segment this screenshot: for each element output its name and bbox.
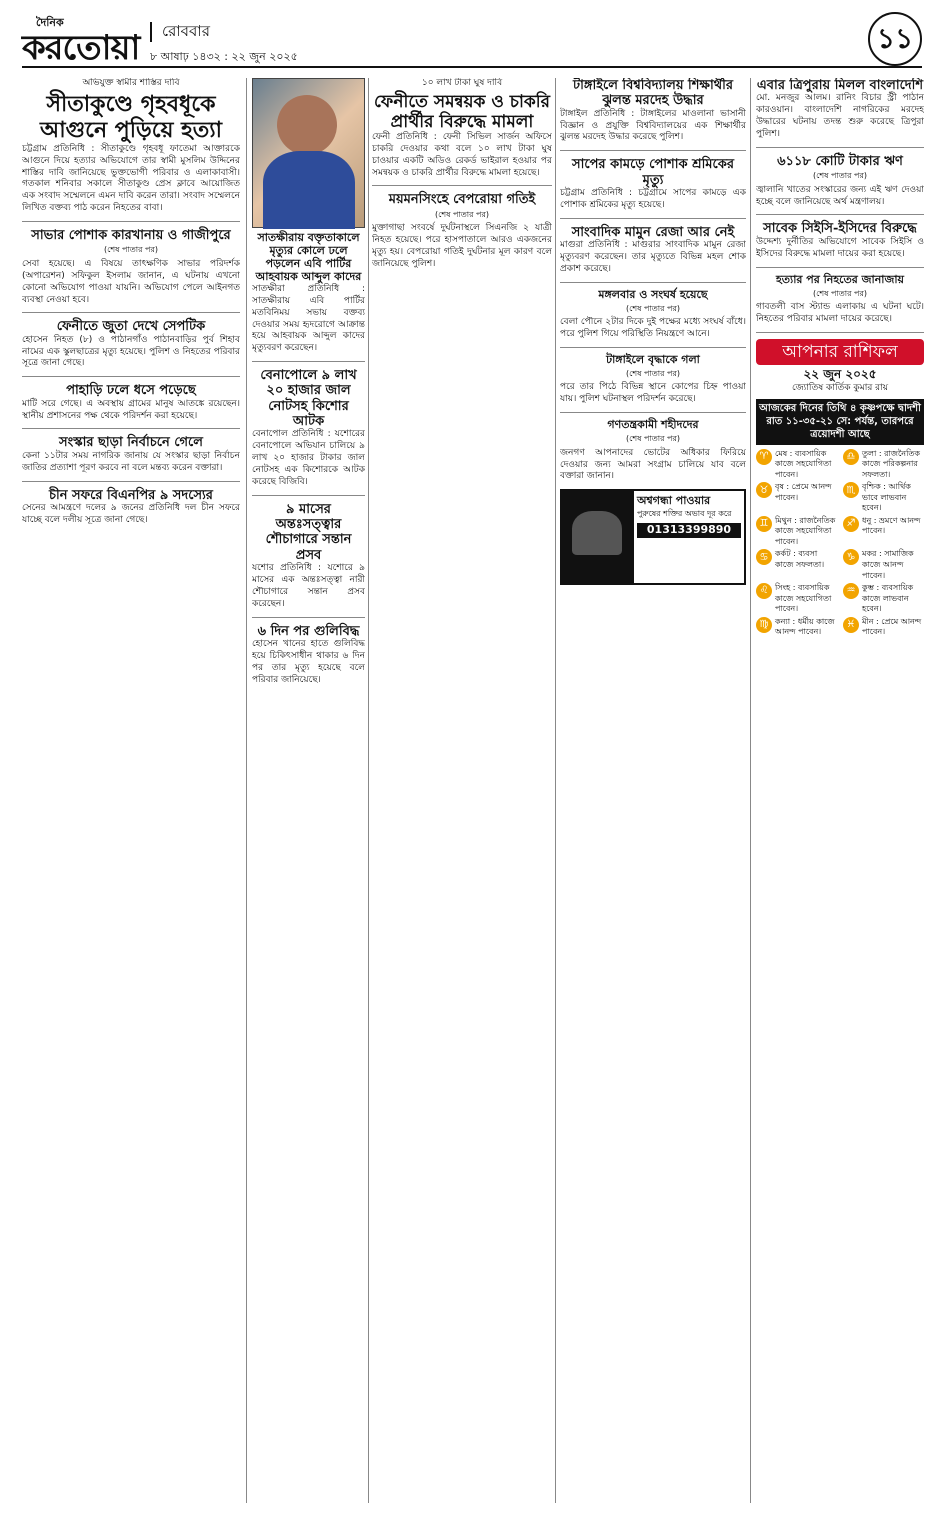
- zodiac-sign-item: [843, 617, 924, 638]
- zodiac-text: বৃশ্চিক : আর্থিক ভাবে লাভবান হবেন।: [862, 482, 911, 513]
- article-headline: সাভার পোশাক কারখানায় ও গাজীপুরে: [31, 228, 231, 244]
- horse-icon: [562, 491, 634, 583]
- zodiac-sign-item: [756, 549, 837, 581]
- weekday: রোববার: [150, 22, 210, 42]
- article-body: টাঙ্গাইল প্রতিনিধি : টাঙ্গাইলের মাওলানা ভাসানী বিজ্ঞান ও প্রযুক্তি বিশ্ববিদ্যালয়ের এক শিক্ষার্থীর ঝুলন্ত মরদেহ উদ্ধার করেছে পুলিশ।: [560, 108, 746, 143]
- zodiac-sign-list: [756, 449, 924, 638]
- zodiac-text: কন্যা : ধর্মীয় কাজে আনন্দ পাবেন।: [775, 616, 835, 637]
- article-body: জ্বালানি খাতের সংস্কারের জন্য এই ঋণ দেওয়া হচ্ছে বলে জানিয়েছে অর্থ মন্ত্রণালয়।: [756, 184, 924, 207]
- masthead: [22, 10, 922, 68]
- article-headline: সাবেক সিইসি-ইসিদের বিরুদ্ধে: [763, 221, 917, 237]
- article-body: মো. মনজুর আলম। রানিং বিচার স্ট্রী পাঠান কারওয়ান। বাংলাদেশি নাগরিকের মরদেহ উদ্ধারের ঘটনায় তদন্ত শুরু করেছে ত্রিপুরা পুলিশ।: [756, 93, 924, 139]
- zodiac-icon: ♉: [756, 482, 772, 498]
- zodiac-text: ধনু : ভ্রমণে আনন্দ পাবেন।: [862, 515, 921, 536]
- zodiac-sign-item: [843, 449, 924, 481]
- article-headline: টাঙ্গাইলে বিশ্ববিদ্যালয় শিক্ষার্থীর ঝুলন্ত মরদেহ উদ্ধার: [572, 78, 733, 109]
- issue-date: ৮ আষাঢ় ১৪৩২ : ২২ জুন ২০২৫: [150, 50, 298, 63]
- zodiac-icon: ♐: [843, 516, 859, 532]
- logo-title: করতোয়া: [22, 28, 140, 68]
- article-headline: পাহাড়ি ঢলে ধসে পড়েছে: [66, 383, 196, 399]
- article-headline: হত্যার পর নিহতের জানাজায়: [776, 272, 904, 286]
- ad-brand: অশ্বগন্ধা পাওয়ার: [637, 494, 711, 508]
- logo-prefix: দৈনিক: [36, 16, 64, 29]
- article-body: জনগণ আপনাদের ভোটের অধিকার ফিরিয়ে দেওয়ার জন্য আমরা সংগ্রাম চালিয়ে যাব বলে বক্তারা জানান।: [560, 447, 746, 482]
- article-body: চট্টগ্রাম প্রতিনিধি : চট্টগ্রামে সাপের কামড়ে এক পোশাক শ্রমিকের মৃত্যু হয়েছে।: [560, 187, 746, 210]
- article-body: পরে তার পিঠে বিভিন্ন স্থানে কোপের চিহ্ন পাওয়া যায়। পুলিশ ঘটনাস্থল পরিদর্শন করেছে।: [560, 382, 746, 405]
- zodiac-icon: ♊: [756, 516, 772, 532]
- article-headline: টাঙ্গাইলে বৃদ্ধাকে গলা: [606, 352, 700, 366]
- column-3: [372, 78, 552, 1503]
- zodiac-text: বৃষ : প্রেমে আনন্দ পাবেন।: [775, 482, 832, 502]
- continued-label: (শেষ পাতার পর): [625, 303, 681, 313]
- advertisement: [560, 489, 746, 585]
- zodiac-icon: ♒: [843, 583, 859, 599]
- zodiac-text: মিথুন : রাজনৈতিক কাজে সহযোগিতা পাবেন।: [775, 515, 836, 546]
- article-body: চট্টগ্রাম প্রতিনিধি : সীতাকুণ্ডে গৃহবধূ ফাতেমা আক্তারকে আগুনে দিয়ে হত্যার অভিযোগে তার স্বামী মুসলিম উদ্দিনের শাস্তির দাবি জানিয়েছে ভুক্তভোগী পরিবার ও এলাকাবাসী। গতকাল শনিবার সকালে সীতাকুণ্ড প্রেস ক্লাবে আয়োজিত এক সংবাদ সম্মেলনে এমন দাবি করেন তারা। সংবাদ সম্মেলনে লিখিত বক্তব্য পাঠ করেন নিহতের বাবা।: [22, 143, 240, 214]
- ad-tagline: পুরুষের শক্তির অভাব দূর করে: [637, 508, 732, 518]
- article-body: বেলা পৌনে ২টার দিকে দুই পক্ষের মধ্যে সংঘর্ষ বাঁধে। পরে পুলিশ গিয়ে পরিস্থিতি নিয়ন্ত্রণে আনে।: [560, 317, 746, 340]
- zodiac-icon: ♍: [756, 617, 772, 633]
- zodiac-icon: ♈: [756, 449, 772, 465]
- zodiac-text: কুম্ভ : ব্যবসায়িক কাজে লাভবান হবেন।: [862, 583, 914, 614]
- article-headline: সাপের কামড়ে পোশাক শ্রমিকের মৃত্যু: [571, 157, 734, 188]
- article-body: সাতক্ষীরা প্রতিনিধি : সাতক্ষীরায় এবি পার্টির মতবিনিময় সভায় বক্তব্য দেওয়ার সময় হৃদরোগে আক্রান্ত হয়ে আহবায়ক আব্দুল কাদের মৃত্যুবরণ করেছেন।: [252, 283, 365, 354]
- page-number-badge: ১১: [868, 12, 922, 66]
- continued-label: (শেষ পাতার পর): [434, 209, 490, 219]
- ad-phone: 01313399890: [637, 523, 741, 538]
- article-body: মাগুরা প্রতিনিধি : মাগুরার সাংবাদিক মামুন রেজা মৃত্যুবরণ করেছেন। তার মৃত্যুতে বিভিন্ন মহল শোক প্রকাশ করেছে।: [560, 240, 746, 274]
- column-divider: [246, 78, 247, 1503]
- article-headline: চীন সফরে বিএনপির ৯ সদস্যের: [49, 487, 213, 503]
- zodiac-sign-item: [843, 549, 924, 581]
- zodiac-text: মীন : প্রেমে আনন্দ পাবেন।: [862, 616, 922, 637]
- zodiac-sign-item: [843, 482, 924, 514]
- zodiac-text: মেষ : ব্যবসায়িক কাজে সহযোগিতা পাবেন।: [775, 448, 832, 479]
- article-headline: ফেনীতে সমন্বয়ক ও চাকরি প্রার্থীর বিরুদ্ধে মামলা: [374, 91, 550, 132]
- continued-label: (শেষ পাতার পর): [812, 171, 868, 181]
- article-body: যশোর প্রতিনিধি : যশোরে ৯ মাসের এক অন্তঃসত্ত্বা নারী শৌচাগারে সন্তান প্রসব করেছেন।: [252, 563, 365, 609]
- zodiac-icon: ♓: [843, 617, 859, 633]
- zodiac-icon: ♎: [843, 449, 859, 465]
- article-headline: ময়মনসিংহে বেপরোয়া গতিই: [388, 192, 536, 208]
- article-headline: গণতন্ত্রকামী শহীদদের: [607, 418, 699, 432]
- zodiac-sign-item: [756, 617, 837, 638]
- zodiac-text: সিংহ : ব্যবসায়িক কাজে সহযোগিতা পাবেন।: [775, 583, 832, 614]
- column-divider: [555, 78, 556, 1503]
- column-1: [22, 78, 240, 1503]
- zodiac-sign-item: [843, 583, 924, 615]
- article-headline: আহবায়ক আব্দুল কাদের: [255, 269, 362, 283]
- article-headline: ৯ মাসের অন্তঃসত্ত্বার শৌচাগারে সন্তান প্রসব: [265, 501, 352, 563]
- article-body: মুক্তাগাছা সংবর্ষে দুর্ঘটনাস্থলে সিএনজি ২ যাত্রী নিহত হয়েছে। পরে হাসপাতালে আরও একজনের মৃত্যু হয়। বেপরোয়া গতিই দুর্ঘটনার মূল কারণ বলে জানিয়েছে পুলিশ।: [372, 223, 552, 269]
- article-kicker: ১০ লাখ টাকা ঘুষ দাবি: [421, 78, 503, 88]
- column-2: [252, 78, 365, 1503]
- zodiac-sign-item: [756, 583, 837, 615]
- article-body: হোসেন খানের হাতে গুলিবিদ্ধ হয়ে চিকিৎসাধীন থাকার ৬ দিন পর তার মৃত্যু হয়েছে বলে পরিবার জানিয়েছে।: [252, 638, 365, 685]
- horoscope-date: ২২ জুন ২০২৫: [803, 367, 877, 382]
- article-body: সেনের আমন্ত্রণে দলের ৯ জনের প্রতিনিধি দল চীন সফরে যাচ্ছে বলে দলীয় সূত্রে জানা গেছে।: [22, 502, 240, 525]
- article-kicker: অভিযুক্ত স্বামীর শাস্তির দাবি: [82, 78, 180, 88]
- zodiac-icon: ♌: [756, 583, 772, 599]
- article-headline: ৬ দিন পর গুলিবিদ্ধ: [257, 623, 360, 639]
- zodiac-text: মকর : সামাজিক কাজে আনন্দ পাবেন।: [862, 549, 914, 580]
- column-divider: [368, 78, 369, 1503]
- news-photo: [252, 78, 365, 228]
- article-body: গাবতলী বাস স্ট্যান্ড এলাকায় এ ঘটনা ঘটে। নিহতের পরিবার মামলা দায়ের করেছে।: [756, 302, 924, 324]
- continued-label: (শেষ পাতার পর): [625, 368, 681, 378]
- continued-label: (শেষ পাতার পর): [103, 245, 159, 255]
- article-body: সেবা হয়েছে। এ বিষয়ে তাৎক্ষণিক সাভার পরিদর্শক (অপারেশন) সফিকুল ইসলাম জানান, এ ঘটনায় এখনো কোনো অভিযোগ পাওয়া যায়নি। অভিযোগ পেলে আইনগত ব্যবস্থা নেওয়া হবে।: [22, 258, 240, 305]
- horoscope-title: আপনার রাশিফল: [756, 339, 924, 365]
- article-headline: এবার ত্রিপুরায় মিলল বাংলাদেশি: [756, 78, 924, 93]
- zodiac-sign-item: [756, 449, 837, 481]
- photo-caption-headline: সাতক্ষীরায় বক্তৃতাকালে মৃত্যুর কোলে ঢলে পড়লেন এবি পার্টির: [257, 231, 360, 270]
- zodiac-icon: ♏: [843, 482, 859, 498]
- column-5: [756, 78, 924, 1503]
- zodiac-text: কর্কট : ব্যবসা কাজে সফলতা।: [775, 549, 825, 569]
- article-body: হোসেন নিহত (৮) ও পাঠানগাঁও পাঠানবাড়ির পুর্ব শিহাব নামের এক স্কুলছাত্রের মৃত্যু হয়েছে। পুলিশ ও নিহতের পরিবার সূত্রে জানা গেছে।: [22, 334, 240, 369]
- zodiac-icon: ♑: [843, 549, 859, 565]
- zodiac-icon: ♋: [756, 549, 772, 565]
- article-headline: বেনাপোলে ৯ লাখ ২০ হাজার জাল নোটসহ কিশোর আটক: [260, 368, 357, 430]
- article-body: বেনাপোল প্রতিনিধি : যশোরের বেনাপোলে অভিযান চালিয়ে ৯ লাখ ২০ হাজার টাকার জাল নোটসহ এক কিশোরকে আটক করেছে বিজিবি।: [252, 429, 365, 487]
- article-headline: ফেনীতে জুতা দেখে সেপটিক: [56, 319, 206, 335]
- horoscope-author: জ্যোতিষ কার্তিক কুমার রায়: [791, 383, 889, 394]
- zodiac-text: তুলা : রাজনৈতিক কাজে পরিকল্পনার সফলতা।: [862, 448, 920, 479]
- article-body: ফেনী প্রতিনিধি : ফেনী সিভিল সার্জন অফিসে চাকরি দেওয়ার কথা বলে ১০ লাখ টাকা ঘুষ চাওয়ার একটি অডিও রেকর্ড ভাইরাল হওয়ার পর সমন্বয়ক ও চাকরি প্রার্থীর বিরুদ্ধে মামলা হয়েছে।: [372, 131, 552, 178]
- newspaper-logo: [22, 10, 142, 68]
- article-headline: ৬১১৮ কোটি টাকার ঋণ: [777, 153, 903, 169]
- article-body: উদ্দেশ্য দুর্নীতির অভিযোগে সাবেক সিইসি ও ইসিদের বিরুদ্ধে মামলা দায়ের করা হয়েছে।: [756, 236, 924, 259]
- article-headline: সীতাকুণ্ডে গৃহবধূকে আগুনে পুড়িয়ে হত্যা: [39, 90, 223, 143]
- zodiac-sign-item: [756, 516, 837, 548]
- zodiac-sign-item: [843, 516, 924, 548]
- continued-label: (শেষ পাতার পর): [625, 434, 681, 444]
- article-body: মাটি সরে গেছে। এ অবস্থায় গ্রামের মানুষ আতঙ্কে রয়েছেন। স্থানীয় প্রশাসনের পক্ষ থেকে পরিদর্শন করা হয়েছে।: [22, 398, 240, 421]
- tithi-banner: আজকের দিনের তিথি ৪ কৃষ্ণপক্ষে দ্বাদশী রাত ১১-৩৫-২১ সে: পর্যন্ত, তারপরে ত্রয়োদশী আছে: [756, 399, 924, 445]
- article-headline: সাংবাদিক মামুন রেজা আর নেই: [571, 224, 735, 240]
- article-body: কেনা ১১টার সময় নাগরিক জানায় যে সংস্কার ছাড়া নির্বাচন জাতির প্রত্যাশা পূরণ করবে না বলে মন্তব্য করেন বক্তারা।: [22, 450, 240, 473]
- zodiac-sign-item: [756, 482, 837, 514]
- article-headline: মঙ্গলবার ও সংঘর্ষ হয়েছে: [598, 287, 708, 301]
- continued-label: (শেষ পাতার পর): [812, 288, 868, 298]
- article-headline: সংস্কার ছাড়া নির্বাচনে গেলে: [59, 435, 203, 451]
- column-4: [560, 78, 746, 1503]
- column-divider: [750, 78, 751, 1503]
